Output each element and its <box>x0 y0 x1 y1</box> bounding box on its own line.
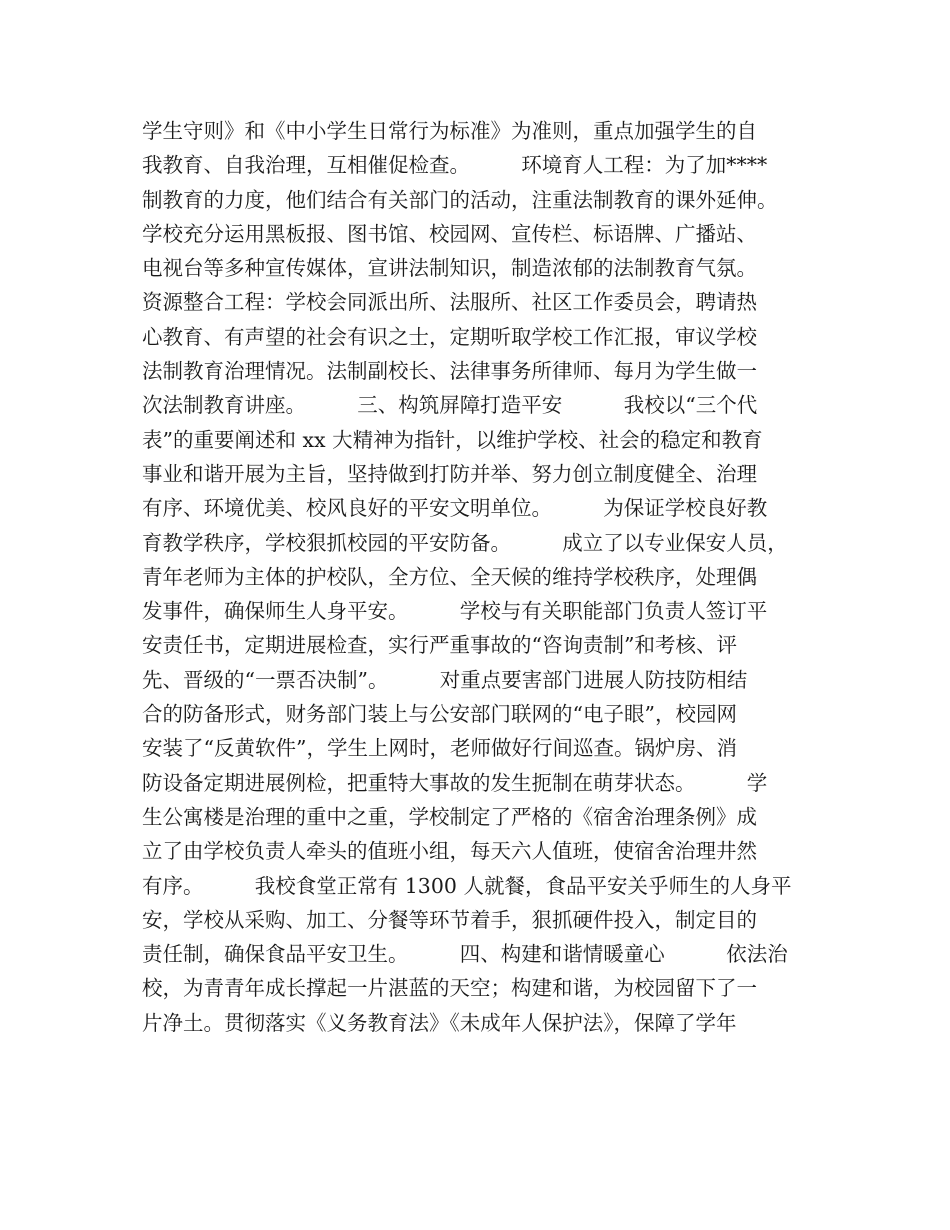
text-line: 有序。 我校食堂正常有 1300 人就餐，食品平安关乎师生的人身平 <box>142 873 792 898</box>
text-line: 法制教育治理情况。法制副校长、法律事务所律师、每月为学生做一 <box>142 359 757 384</box>
text-line: 我教育、自我治理，互相催促检查。 环境育人工程：为了加**** <box>142 153 768 178</box>
text-line: 电视台等多种宣传媒体，宣讲法制知识，制造浓郁的法制教育气氛。 <box>142 256 757 281</box>
text-line: 安责任书，定期进展检查，实行严重事故的“咨询责制”和考核、评 <box>142 633 737 658</box>
text-line: 学生守则》和《中小学生日常行为标准》为准则，重点加强学生的自 <box>142 119 757 143</box>
text-line: 安装了“反黄软件”，学生上网时，老师做好行间巡查。锅炉房、消 <box>142 736 737 761</box>
text-line: 资源整合工程：学校会同派出所、法服所、社区工作委员会，聘请热 <box>142 290 757 315</box>
text-line: 学校充分运用黑板报、图书馆、校园网、宣传栏、标语牌、广播站、 <box>142 221 757 246</box>
text-line: 事业和谐开展为主旨，坚持做到打防并举、努力创立制度健全、治理 <box>142 461 757 486</box>
text-line: 发事件，确保师生人身平安。 学校与有关职能部门负责人签订平 <box>142 599 768 624</box>
text-line: 校，为青青年成长撑起一片湛蓝的天空；构建和谐，为校园留下了一 <box>142 976 757 1001</box>
text-line: 片净土。贯彻落实《义务教育法》《未成年人保护法》，保障了学年 <box>142 1010 737 1035</box>
text-line: 制教育的力度，他们结合有关部门的活动，注重法制教育的课外延伸。 <box>142 187 778 212</box>
text-line: 心教育、有声望的社会有识之士，定期听取学校工作汇报，审议学校 <box>142 324 757 349</box>
text-line: 有序、环境优美、校风良好的平安文明单位。 为保证学校良好教 <box>142 496 768 521</box>
text-line: 防设备定期进展例检，把重特大事故的发生扼制在萌芽状态。 学 <box>142 770 768 795</box>
text-line: 责任制，确保食品平安卫生。 四、构建和谐情暖童心 依法治 <box>142 942 788 967</box>
text-line: 生公寓楼是治理的重中之重，学校制定了严格的《宿舍治理条例》成 <box>142 804 757 829</box>
text-line: 表”的重要阐述和 xx 大精神为指针，以维护学校、社会的稳定和教育 <box>142 427 763 452</box>
body-text <box>142 114 832 1040</box>
text-line: 青年老师为主体的护校队，全方位、全天候的维持学校秩序，处理偶 <box>142 564 757 589</box>
text-line: 先、晋级的“一票否决制”。 对重点要害部门进展人防技防相结 <box>142 667 748 692</box>
text-line: 安，学校从采购、加工、分餐等环节着手，狠抓硬件投入，制定目的 <box>142 907 757 932</box>
text-line: 立了由学校负责人牵头的值班小组，每天六人值班，使宿舍治理井然 <box>142 839 757 864</box>
text-line: 育教学秩序，学校狠抓校园的平安防备。 成立了以专业保安人员， <box>142 530 788 555</box>
text-line: 次法制教育讲座。 三、构筑屏障打造平安 我校以“三个代 <box>142 393 758 418</box>
text-line: 合的防备形式，财务部门装上与公安部门联网的“电子眼”，校园网 <box>142 702 737 727</box>
